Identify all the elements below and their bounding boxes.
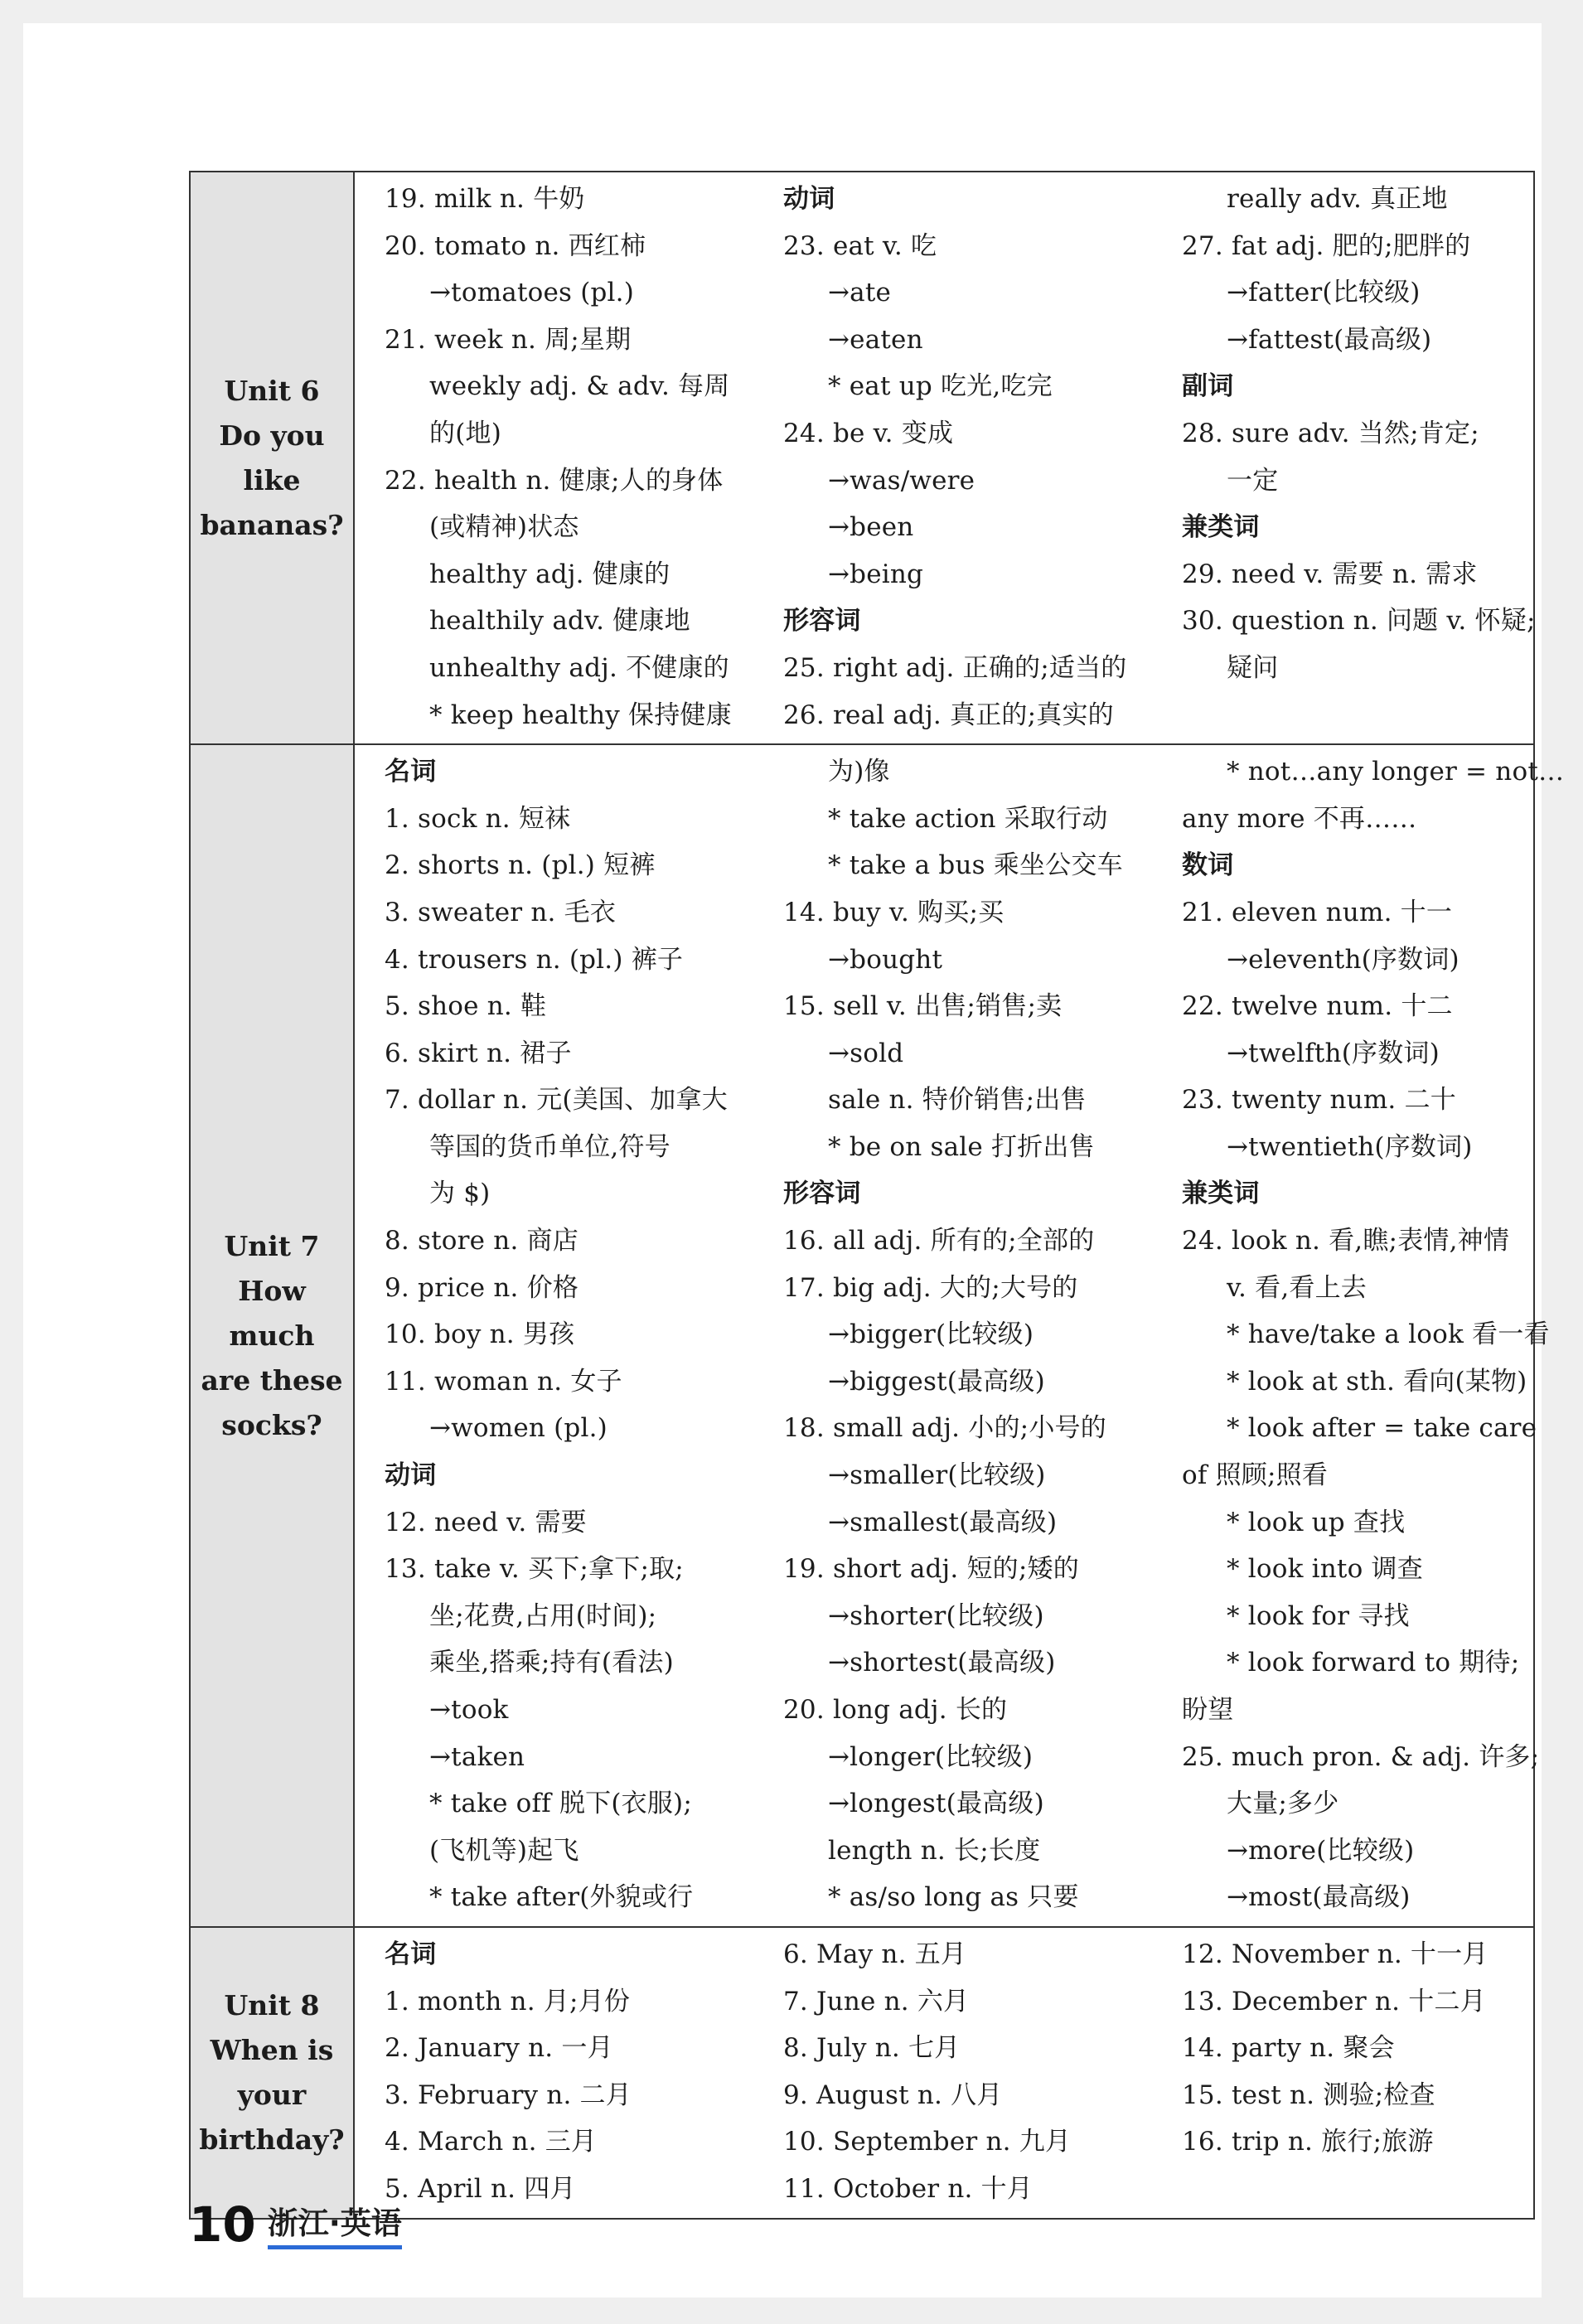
vocab-line: sale n. 特价销售;出售 [828,1085,1087,1116]
vocab-line: 25. right adj. 正确的;适当的 [783,652,1127,683]
vocab-line: 3. sweater n. 毛衣 [385,897,617,927]
vocab-line: →smallest(最高级) [828,1507,1058,1537]
vocab-line: (或精神)状态 [429,512,579,543]
section-heading: 动词 [385,1460,437,1491]
vocab-line: →was/were [828,465,975,496]
section-heading: 副词 [1182,371,1234,402]
vocab-line: v. 看,看上去 [1227,1272,1367,1303]
section-heading: 数词 [1182,850,1234,881]
vocab-column [760,176,1159,738]
vocab-line: * take action 采取行动 [828,803,1108,834]
vocab-line: 25. much pron. & adj. 许多; [1182,1741,1540,1772]
vocab-line: 20. long adj. 长的 [783,1695,1008,1725]
vocab-line: 3. February n. 二月 [385,2079,632,2110]
vocab-line: 28. sure adv. 当然;肯定; [1182,418,1479,448]
vocab-line: * have/take a look 看一看 [1227,1319,1550,1350]
vocab-line: 13. December n. 十二月 [1182,1986,1486,2017]
vocab-line: healthily adv. 健康地 [429,606,690,637]
vocab-line: →taken [429,1741,525,1772]
vocab-line: * take off 脱下(衣服); [429,1789,692,1819]
unit-body [355,745,1581,1926]
vocab-column [361,176,760,738]
vocab-line: really adv. 真正地 [1227,184,1448,214]
vocab-line: 4. trousers n. (pl.) 裤子 [385,944,684,975]
vocab-line: 11. October n. 十月 [783,2173,1033,2204]
vocab-line: →ate [828,278,892,308]
vocab-line: unhealthy adj. 不健康的 [429,652,729,683]
vocab-line: 乘坐,搭乘;持有(看法) [429,1648,674,1678]
vocab-line: 坐;花费,占用(时间); [429,1600,657,1631]
vocab-line: →shorter(比较级) [828,1600,1044,1631]
vocab-line: * look into 调查 [1227,1554,1423,1585]
vocab-line: * look up 查找 [1227,1507,1406,1537]
vocab-line: →being [828,559,924,589]
book-title: 浙江·英语 [268,2204,402,2249]
vocab-line: 11. woman n. 女子 [385,1366,622,1397]
vocab-line: 14. buy v. 购买;买 [783,897,1005,927]
vocab-line: →women (pl.) [429,1413,608,1444]
vocab-line [1182,692,1536,739]
vocab-line [1182,2166,1517,2213]
vocab-line: 22. health n. 健康;人的身体 [385,465,724,496]
vocab-line: 23. twenty num. 二十 [1182,1085,1456,1116]
vocab-line: * take after(外貌或行 [429,1882,694,1913]
vocab-line: 9. price n. 价格 [385,1272,579,1303]
vocab-line: 6. May n. 五月 [783,1939,967,1969]
vocab-line: →twelfth(序数词) [1227,1038,1440,1068]
vocab-line: weekly adj. & adv. 每周 [429,371,730,402]
vocabulary-table [189,171,1565,2220]
vocab-line: * look after = take care [1227,1413,1537,1444]
vocab-line: →eleventh(序数词) [1227,944,1460,975]
unit-body [355,172,1552,743]
vocab-line: 1. month n. 月;月份 [385,1986,631,2017]
vocab-line: →bought [828,944,943,975]
vocab-line: 4. March n. 三月 [385,2127,598,2157]
vocab-line: 17. big adj. 大的;大号的 [783,1272,1078,1303]
vocab-line: 10. boy n. 男孩 [385,1319,575,1350]
vocab-line: 2. January n. 一月 [385,2033,613,2064]
vocab-line: →biggest(最高级) [828,1366,1045,1397]
unit-title: Unit 7 How much are these socks? [201,1229,343,1441]
vocab-line: →most(最高级) [1227,1882,1411,1913]
vocab-line: 18. small adj. 小的;小号的 [783,1413,1106,1444]
vocab-line: * eat up 吃光,吃完 [828,371,1053,402]
vocab-line: 疑问 [1227,652,1279,683]
vocab-line: 10. September n. 九月 [783,2127,1072,2157]
textbook-page [23,23,1565,2297]
vocab-line: 27. fat adj. 肥的;肥胖的 [1182,230,1471,261]
vocab-line: →smaller(比较级) [828,1460,1046,1491]
vocab-line: →longest(最高级) [828,1789,1044,1819]
vocab-line: (飞机等)起飞 [429,1835,579,1866]
vocab-line: 26. real adj. 真正的;真实的 [783,700,1114,730]
vocab-line: 29. need v. 需要 n. 需求 [1182,559,1478,589]
vocab-line: 的(地) [429,418,501,448]
vocab-line: 15. sell v. 出售;销售;卖 [783,991,1063,1022]
vocab-line: →fatter(比较级) [1227,278,1421,308]
vocab-line: 19. milk n. 牛奶 [385,184,585,214]
vocab-line: 一定 [1227,465,1279,496]
vocab-line: 7. dollar n. 元(美国、加拿大 [385,1085,728,1116]
vocab-line: 9. August n. 八月 [783,2079,1003,2110]
vocab-line: 8. July n. 七月 [783,2033,961,2064]
vocab-line: 24. look n. 看,瞧;表情,神情 [1182,1226,1510,1256]
section-heading: 形容词 [783,606,861,637]
vocab-line: length n. 长;长度 [828,1835,1041,1866]
vocab-line: 5. shoe n. 鞋 [385,991,547,1022]
unit-label [191,745,355,1926]
vocab-line: 14. party n. 聚会 [1182,2033,1395,2064]
section-heading: 动词 [783,184,835,214]
vocab-line: 7. June n. 六月 [783,1986,970,2017]
vocab-line: 1. sock n. 短袜 [385,803,571,834]
unit-row-8 [191,1928,1533,2218]
vocab-line: →tomatoes (pl.) [429,278,635,308]
section-heading: 兼类词 [1182,1179,1260,1209]
vocab-column [760,748,1159,1921]
vocab-column [361,748,760,1921]
vocab-line: 12. need v. 需要 [385,1507,587,1537]
unit-row-7 [191,745,1565,1928]
vocab-line: 等国的货币单位,符号 [429,1131,670,1162]
section-heading: 兼类词 [1182,512,1260,543]
unit-row-6 [191,172,1536,745]
vocab-line: of 照顾;照看 [1182,1460,1329,1491]
vocab-line: 为)像 [828,757,890,787]
vocab-column [760,1931,1159,2213]
vocab-line: * look forward to 期待; [1227,1648,1520,1678]
vocab-line: 20. tomato n. 西红柿 [385,230,646,261]
vocab-line: →bigger(比较级) [828,1319,1034,1350]
unit-label [191,1928,355,2218]
vocab-line: 21. eleven num. 十一 [1182,897,1453,927]
unit-title: Unit 8 When is your birthday? [199,1988,345,2156]
vocab-line: 30. question n. 问题 v. 怀疑; [1182,606,1536,637]
vocab-line: * be on sale 打折出售 [828,1131,1095,1162]
vocab-line: any more 不再…… [1182,803,1417,834]
section-heading: 形容词 [783,1179,861,1209]
vocab-line: 15. test n. 测验;检查 [1182,2079,1435,2110]
vocab-line: 6. skirt n. 裙子 [385,1038,572,1068]
vocab-line: 16. trip n. 旅行;旅游 [1182,2127,1434,2157]
vocab-line: 盼望 [1182,1695,1234,1725]
vocab-line: 12. November n. 十一月 [1182,1939,1489,1969]
unit-title: Unit 6 Do you like bananas? [200,374,344,541]
vocab-line: 13. take v. 买下;拿下;取; [385,1554,684,1585]
vocab-line: →sold [828,1038,904,1068]
vocab-line: * look for 寻找 [1227,1600,1410,1631]
vocab-line: 19. short adj. 短的;矮的 [783,1554,1079,1585]
vocab-line: * not…any longer = not… [1227,757,1565,787]
vocab-line: 23. eat v. 吃 [783,230,937,261]
vocab-line: 21. week n. 周;星期 [385,324,632,355]
vocab-line: →fattest(最高级) [1227,324,1432,355]
vocab-line: * keep healthy 保持健康 [429,700,732,730]
vocab-line: * as/so long as 只要 [828,1882,1079,1913]
vocab-line: * look at sth. 看向(某物) [1227,1366,1527,1397]
vocab-line: →been [828,512,914,543]
vocab-line: 22. twelve num. 十二 [1182,991,1453,1022]
page-footer [189,2196,402,2253]
vocab-line: 为 $) [429,1179,491,1209]
vocab-line: 16. all adj. 所有的;全部的 [783,1226,1095,1256]
vocab-column [361,1931,760,2213]
vocab-line: 大量;多少 [1227,1789,1339,1819]
vocab-line: 5. April n. 四月 [385,2173,576,2204]
vocab-line: →twentieth(序数词) [1227,1131,1473,1162]
unit-label [191,172,355,743]
vocab-line: 8. store n. 商店 [385,1226,578,1256]
unit-body [355,1928,1533,2218]
vocab-line: →shortest(最高级) [828,1648,1056,1678]
vocab-column [1159,1931,1527,2213]
vocab-column [1159,176,1546,738]
vocab-line: * take a bus 乘坐公交车 [828,850,1123,881]
vocab-line: healthy adj. 健康的 [429,559,670,589]
vocab-line: →eaten [828,324,923,355]
vocab-line: →took [429,1695,509,1725]
page-number: 10 [189,2196,256,2253]
section-heading: 名词 [385,757,437,787]
vocab-line: 2. shorts n. (pl.) 短裤 [385,850,656,881]
section-heading: 名词 [385,1939,437,1969]
vocab-line: →more(比较级) [1227,1835,1415,1866]
vocab-line: →longer(比较级) [828,1741,1034,1772]
vocab-column [1159,748,1574,1921]
vocab-line: 24. be v. 变成 [783,418,954,448]
